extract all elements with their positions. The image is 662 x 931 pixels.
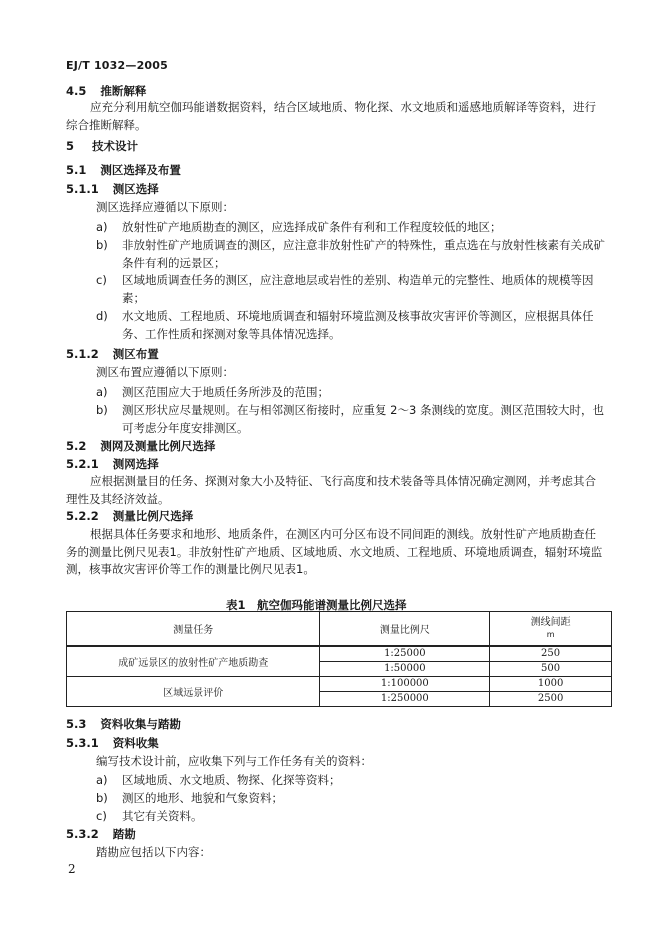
intro-5-3-1: 编写技术设计前，应收集下列与工作任务有关的资料： <box>96 754 372 768</box>
section-title: 测区选择 <box>112 182 159 196</box>
section-title: 技术设计 <box>92 139 139 153</box>
heading-5 <box>66 138 138 154</box>
section-number: 5.1.2 <box>66 347 99 361</box>
scale-cell: 1:50000 <box>320 661 490 676</box>
spacing-cell: 250 <box>490 646 612 662</box>
heading-4-5 <box>66 83 146 99</box>
scale-cell: 1:250000 <box>320 691 490 706</box>
list-text: 区域地质、水文地质、物探、化探等资料； <box>122 773 341 787</box>
section-title: 资料收集与踏勘 <box>100 717 181 731</box>
header-spacing-unit: m <box>546 630 555 640</box>
list-label: c) <box>96 273 107 287</box>
list-label: d) <box>96 309 108 323</box>
header-spacing-label: 测线间距 <box>530 617 571 629</box>
intro-5-1-1: 测区选择应遵循以下原则： <box>96 200 234 214</box>
paragraph-text: 应充分利用航空伽玛能谱数据资料，结合区域地质、物化探、水文地质和遥感地质解译等资料，进行综合推断解释。 <box>66 100 596 132</box>
section-title: 测区选择及布置 <box>100 163 181 177</box>
list-text: 非放射性矿产地质调查的测区，应注意非放射性矿产的特殊性，重点选在与放射性核素有关成矿条件有利的远景区； <box>122 238 605 270</box>
section-number: 5.3.2 <box>66 827 99 841</box>
intro-5-1-2: 测区布置应遵循以下原则： <box>96 365 234 379</box>
heading-5-3-2 <box>66 826 136 842</box>
paragraph-text: 应根据测量目的任务、探测对象大小及特征、飞行高度和技术装备等具体情况确定测网，并考虑其合理性及其经济效益。 <box>66 474 596 506</box>
table-row <box>67 646 612 662</box>
list-text: 测区形状应尽量规则。在与相邻测区衔接时，应重复 2～3 条测线的宽度。测区范围较大时，也可考虑分年度安排测区。 <box>122 403 604 435</box>
section-number: 5.2 <box>66 439 87 453</box>
section-title: 踏勘 <box>112 827 136 841</box>
header-task: 测量任务 <box>67 612 320 646</box>
heading-5-3 <box>66 716 181 732</box>
spacing-cell: 500 <box>490 661 612 676</box>
scale-cell: 1:25000 <box>320 646 490 662</box>
paragraph-4-5 <box>66 99 606 134</box>
list-label: c) <box>96 809 107 823</box>
paragraph-5-2-2 <box>66 526 606 579</box>
section-number: 5.3.1 <box>66 736 99 750</box>
standard-code: EJ/T 1032—2005 <box>66 59 168 72</box>
section-title: 资料收集 <box>112 736 159 750</box>
section-number: 5.1.1 <box>66 182 99 196</box>
section-number: 5.2.1 <box>66 457 99 471</box>
scale-cell: 1:100000 <box>320 676 490 691</box>
list-text: 区域地质调查任务的测区，应注意地层或岩性的差别、构造单元的完整性、地质体的规模等因素； <box>122 273 594 305</box>
heading-5-2 <box>66 438 215 454</box>
section-title: 测区布置 <box>112 347 159 361</box>
section-title: 测量比例尺选择 <box>112 509 194 523</box>
section-number: 4.5 <box>66 84 87 98</box>
spacing-cell: 1000 <box>490 676 612 691</box>
section-number: 5.3 <box>66 717 87 731</box>
list-label: b) <box>96 791 108 805</box>
section-title: 推断解释 <box>100 84 147 98</box>
list-text: 测区范围应大于地质任务所涉及的范围； <box>122 385 329 399</box>
heading-5-1-1 <box>66 181 159 197</box>
list-label: b) <box>96 238 108 252</box>
task-cell: 区域远景评价 <box>67 676 320 706</box>
list-text: 水文地质、工程地质、环境地质调查和辐射环境监测及核事故灾害评价等测区，应根据具体任务、工作性质和探测对象等具体情况选择。 <box>122 309 594 341</box>
section-number: 5.2.2 <box>66 509 99 523</box>
heading-5-3-1 <box>66 735 159 751</box>
list-text: 放射性矿产地质勘查的测区，应选择成矿条件有利和工作程度较低的地区； <box>122 220 502 234</box>
page-number: 2 <box>68 862 76 876</box>
table-caption: 表1 航空伽玛能谱测量比例尺选择 <box>226 598 407 612</box>
list-label: a) <box>96 385 108 399</box>
section-number: 5.1 <box>66 163 87 177</box>
section-title: 测网选择 <box>112 457 159 471</box>
header-spacing <box>490 612 612 646</box>
section-number: 5 <box>66 139 75 153</box>
list-text: 测区的地形、地貌和气象资料； <box>122 791 283 805</box>
heading-5-2-1 <box>66 456 159 472</box>
heading-5-1-2 <box>66 346 159 362</box>
paragraph-text: 根据具体任务要求和地形、地质条件，在测区内可分区布设不同间距的测线。放射性矿产地质勘查任务的测量比例尺见表1。非放射性矿产地质、区域地质、水文地质、工程地质、环境地质调查，辐射环境监测，核事故灾害评价等工作的测量比例尺见表1。 <box>66 527 603 576</box>
scale-table <box>66 611 612 707</box>
paragraph-5-2-1 <box>66 473 606 508</box>
task-cell: 成矿远景区的放射性矿产地质勘查 <box>67 646 320 677</box>
list-label: a) <box>96 220 108 234</box>
list-text: 其它有关资料。 <box>122 809 203 823</box>
header-scale: 测量比例尺 <box>320 612 490 646</box>
intro-5-3-2: 踏勘应包括以下内容： <box>96 845 211 859</box>
table-header-row <box>67 612 612 646</box>
list-label: a) <box>96 773 108 787</box>
table-row <box>67 676 612 691</box>
list-label: b) <box>96 403 108 417</box>
section-title: 测网及测量比例尺选择 <box>100 439 216 453</box>
spacing-cell: 2500 <box>490 691 612 706</box>
heading-5-2-2 <box>66 508 193 524</box>
heading-5-1 <box>66 162 181 178</box>
